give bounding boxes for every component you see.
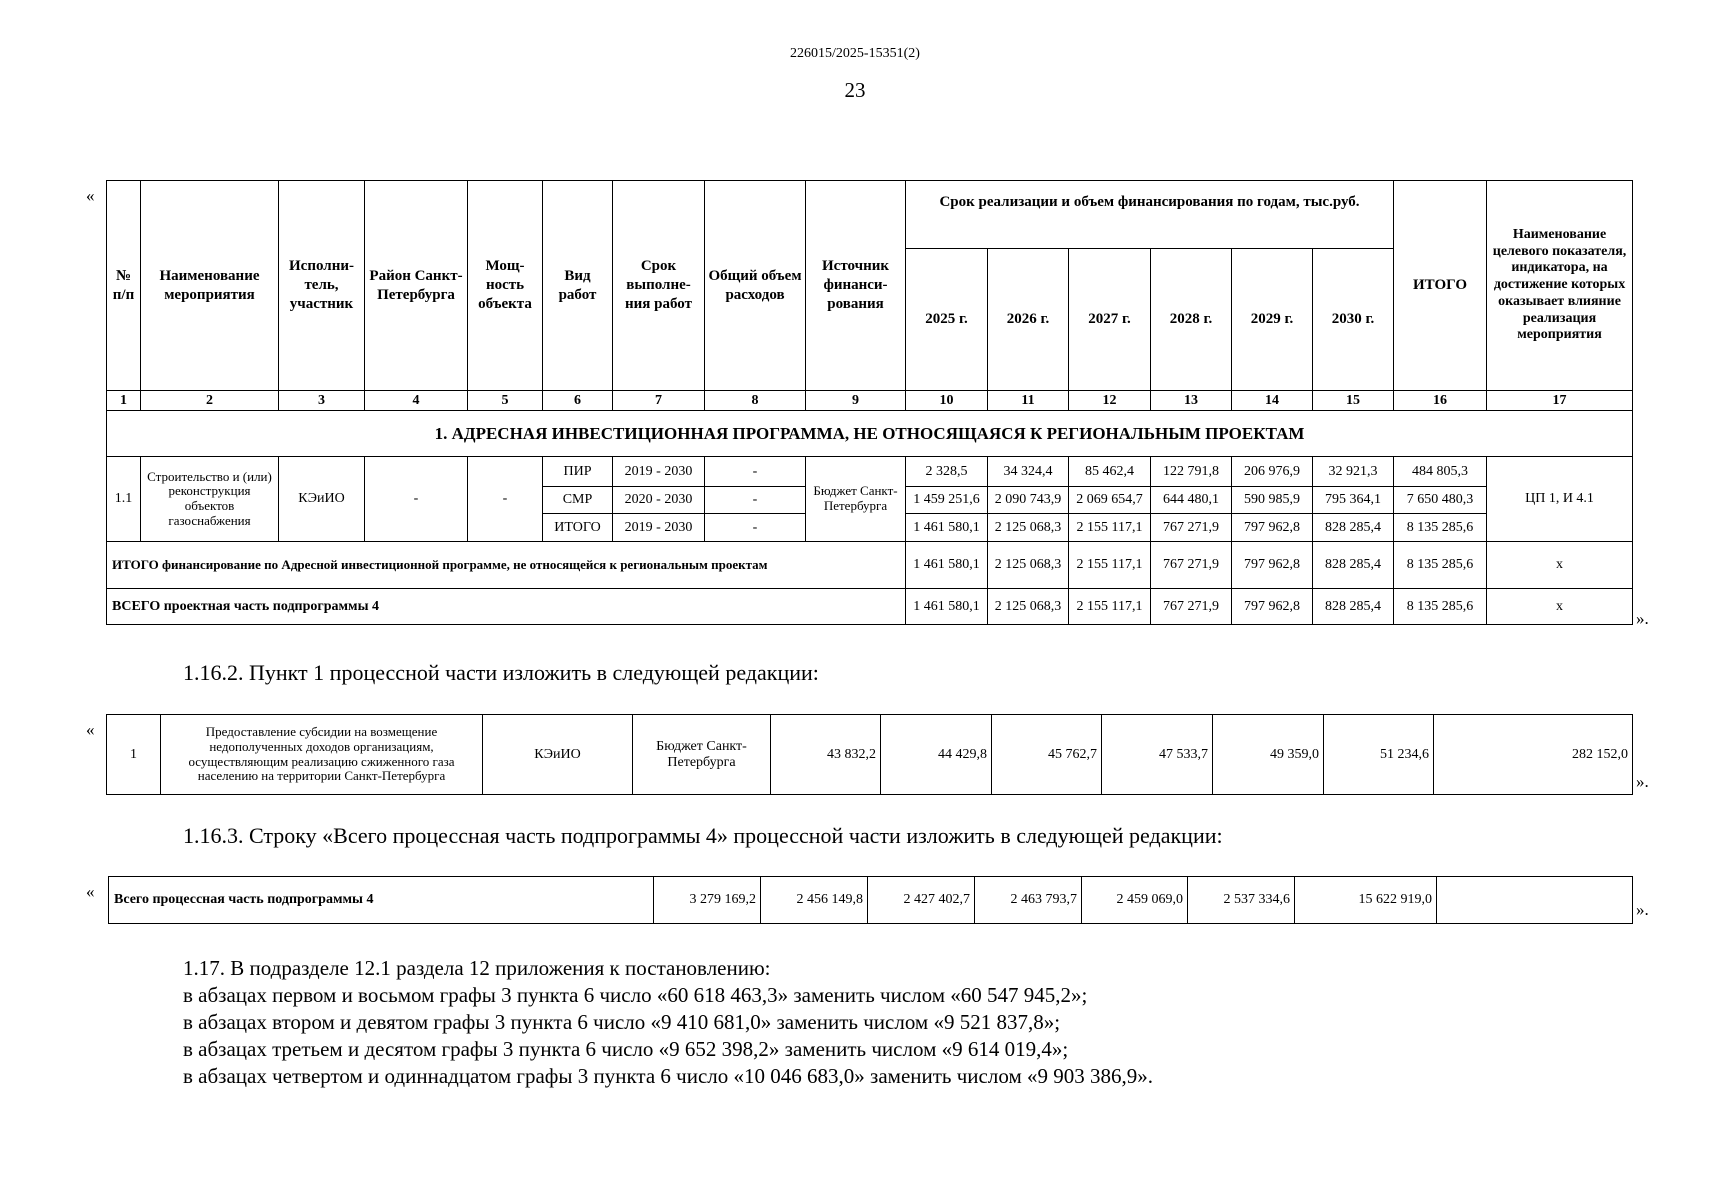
- header-term: Срок выполне-ния работ: [613, 181, 705, 391]
- header-year: 2026 г.: [988, 249, 1069, 391]
- value-cell: 2 125 068,3: [988, 514, 1069, 542]
- column-number: 10: [906, 391, 988, 411]
- item-capacity: -: [468, 457, 543, 542]
- work-term: 2019 - 2030: [613, 514, 705, 542]
- value-cell: 51 234,6: [1324, 715, 1434, 795]
- header-year: 2029 г.: [1232, 249, 1313, 391]
- paragraph-1-16-3: 1.16.3. Строку «Всего процессная часть подпрограммы 4» процессной части изложить в следующей редакции:: [183, 823, 1223, 848]
- value-cell: 590 985,9: [1232, 487, 1313, 514]
- value-cell: 2 328,5: [906, 457, 988, 487]
- open-quote: «: [86, 882, 95, 901]
- work-type: СМР: [543, 487, 613, 514]
- item-district: -: [365, 457, 468, 542]
- work-term: 2019 - 2030: [613, 457, 705, 487]
- value-cell: 47 533,7: [1102, 715, 1213, 795]
- value-cell: 34 324,4: [988, 457, 1069, 487]
- column-number: 16: [1394, 391, 1487, 411]
- table-row: [107, 457, 1633, 487]
- paragraph-1-17-line: в абзацах третьем и десятом графы 3 пункта 6 число «9 652 398,2» заменить числом «9 614 019,4»;: [183, 1037, 1069, 1061]
- total-cell: 8 135 285,6: [1394, 542, 1487, 589]
- paragraph-1-17-line: в абзацах четвертом и одиннадцатом графы 3 пункта 6 число «10 046 683,0» заменить числом «9 903 386,9».: [183, 1064, 1153, 1088]
- header-year: 2028 г.: [1151, 249, 1232, 391]
- work-volume: -: [705, 487, 806, 514]
- item-number: 1.1: [107, 457, 141, 542]
- item-executor: КЭиИО: [279, 457, 365, 542]
- total-cell: 484 805,3: [1394, 457, 1487, 487]
- column-number: 3: [279, 391, 365, 411]
- column-number: 9: [806, 391, 906, 411]
- value-cell: 43 832,2: [771, 715, 881, 795]
- value-cell: 797 962,8: [1232, 589, 1313, 625]
- value-cell: 797 962,8: [1232, 542, 1313, 589]
- value-cell: 767 271,9: [1151, 514, 1232, 542]
- column-number: 14: [1232, 391, 1313, 411]
- row-number: 1: [107, 715, 161, 795]
- header-itogo: ИТОГО: [1394, 181, 1487, 391]
- value-cell: 767 271,9: [1151, 542, 1232, 589]
- value-cell: 44 429,8: [881, 715, 992, 795]
- value-cell: 795 364,1: [1313, 487, 1394, 514]
- column-number: 13: [1151, 391, 1232, 411]
- value-cell: 828 285,4: [1313, 514, 1394, 542]
- value-cell: 2 125 068,3: [988, 542, 1069, 589]
- paragraph-1-17-line: в абзацах втором и девятом графы 3 пункта 6 число «9 410 681,0» заменить числом «9 521 837,8»;: [183, 1010, 1061, 1034]
- item-indicator: ЦП 1, И 4.1: [1487, 457, 1633, 542]
- work-term: 2020 - 2030: [613, 487, 705, 514]
- summary-label: ИТОГО финансирование по Адресной инвестиционной программе, не относящейся к региональным проектам: [107, 542, 906, 589]
- value-cell: 767 271,9: [1151, 589, 1232, 625]
- paragraph-1-17-line: в абзацах первом и восьмом графы 3 пункта 6 число «60 618 463,3» заменить числом «60 547 945,2»;: [183, 983, 1088, 1007]
- row-executor: КЭиИО: [483, 715, 633, 795]
- column-number: 17: [1487, 391, 1633, 411]
- value-cell: 797 962,8: [1232, 514, 1313, 542]
- column-number: 8: [705, 391, 806, 411]
- header-year: 2030 г.: [1313, 249, 1394, 391]
- column-number: 5: [468, 391, 543, 411]
- total-cell: 8 135 285,6: [1394, 589, 1487, 625]
- page-number: 23: [844, 78, 866, 102]
- value-cell: 45 762,7: [992, 715, 1102, 795]
- value-cell: 32 921,3: [1313, 457, 1394, 487]
- empty-cell: [1437, 877, 1633, 924]
- summary-row: [107, 542, 1633, 589]
- total-cell: 8 135 285,6: [1394, 514, 1487, 542]
- investment-program-table: [106, 180, 1633, 625]
- value-cell: 2 427 402,7: [868, 877, 975, 924]
- header-period: Срок реализации и объем финансирования по годам, тыс.руб.: [906, 181, 1394, 249]
- header-year: 2027 г.: [1069, 249, 1151, 391]
- total-cell: 282 152,0: [1434, 715, 1633, 795]
- header-work-type: Вид работ: [543, 181, 613, 391]
- process-total-table: [108, 876, 1633, 924]
- table-row: [109, 877, 1633, 924]
- header-district: Район Санкт-Петербурга: [365, 181, 468, 391]
- header-source: Источник финанси-рования: [806, 181, 906, 391]
- header-indicator: Наименование целевого показателя, индикатора, на достижение которых оказывает влияние реализация мероприятия: [1487, 181, 1633, 391]
- value-cell: 122 791,8: [1151, 457, 1232, 487]
- value-cell: 2 155 117,1: [1069, 514, 1151, 542]
- summary-row: [107, 589, 1633, 625]
- work-volume: -: [705, 457, 806, 487]
- indicator-cell: x: [1487, 542, 1633, 589]
- total-cell: 15 622 919,0: [1295, 877, 1437, 924]
- value-cell: 2 155 117,1: [1069, 589, 1151, 625]
- close-quote: ».: [1636, 772, 1649, 791]
- value-cell: 2 090 743,9: [988, 487, 1069, 514]
- value-cell: 2 069 654,7: [1069, 487, 1151, 514]
- column-number: 6: [543, 391, 613, 411]
- value-cell: 2 456 149,8: [761, 877, 868, 924]
- document-id: 226015/2025-15351(2): [790, 46, 920, 61]
- value-cell: 1 459 251,6: [906, 487, 988, 514]
- item-source: Бюджет Санкт-Петербурга: [806, 457, 906, 542]
- column-number: 15: [1313, 391, 1394, 411]
- row-source: Бюджет Санкт-Петербурга: [633, 715, 771, 795]
- work-volume: -: [705, 514, 806, 542]
- row-name: Предоставление субсидии на возмещение недополученных доходов организациям, осуществляющим реализацию сжиженного газа населению на территории Санкт-Петербурга: [161, 715, 483, 795]
- value-cell: 644 480,1: [1151, 487, 1232, 514]
- value-cell: 828 285,4: [1313, 589, 1394, 625]
- value-cell: 49 359,0: [1213, 715, 1324, 795]
- header-total-volume: Общий объем расходов: [705, 181, 806, 391]
- open-quote: «: [86, 720, 95, 739]
- row-label: Всего процессная часть подпрограммы 4: [109, 877, 654, 924]
- value-cell: 1 461 580,1: [906, 589, 988, 625]
- work-type: ПИР: [543, 457, 613, 487]
- close-quote: ».: [1636, 900, 1649, 919]
- column-number: 4: [365, 391, 468, 411]
- work-type: ИТОГО: [543, 514, 613, 542]
- summary-label: ВСЕГО проектная часть подпрограммы 4: [107, 589, 906, 625]
- table-row: [107, 715, 1633, 795]
- paragraph-1-16-2: 1.16.2. Пункт 1 процессной части изложить в следующей редакции:: [183, 660, 819, 685]
- header-num: № п/п: [107, 181, 141, 391]
- open-quote: «: [86, 186, 95, 205]
- header-executor: Исполни-тель, участник: [279, 181, 365, 391]
- column-number: 1: [107, 391, 141, 411]
- header-name: Наименование мероприятия: [141, 181, 279, 391]
- item-name: Строительство и (или) реконструкция объектов газоснабжения: [141, 457, 279, 542]
- value-cell: 2 459 069,0: [1082, 877, 1188, 924]
- process-part-table: [106, 714, 1633, 795]
- value-cell: 206 976,9: [1232, 457, 1313, 487]
- header-capacity: Мощ-ность объекта: [468, 181, 543, 391]
- value-cell: 3 279 169,2: [654, 877, 761, 924]
- value-cell: 2 463 793,7: [975, 877, 1082, 924]
- section-title: 1. АДРЕСНАЯ ИНВЕСТИЦИОННАЯ ПРОГРАММА, НЕ ОТНОСЯЩАЯСЯ К РЕГИОНАЛЬНЫМ ПРОЕКТАМ: [107, 411, 1633, 457]
- value-cell: 2 155 117,1: [1069, 542, 1151, 589]
- close-quote: ».: [1636, 609, 1649, 628]
- column-number: 11: [988, 391, 1069, 411]
- value-cell: 2 125 068,3: [988, 589, 1069, 625]
- total-cell: 7 650 480,3: [1394, 487, 1487, 514]
- value-cell: 1 461 580,1: [906, 514, 988, 542]
- value-cell: 85 462,4: [1069, 457, 1151, 487]
- column-number: 7: [613, 391, 705, 411]
- header-year: 2025 г.: [906, 249, 988, 391]
- paragraph-1-17-line: 1.17. В подразделе 12.1 раздела 12 приложения к постановлению:: [183, 956, 771, 980]
- indicator-cell: x: [1487, 589, 1633, 625]
- value-cell: 1 461 580,1: [906, 542, 988, 589]
- column-number: 12: [1069, 391, 1151, 411]
- column-number: 2: [141, 391, 279, 411]
- value-cell: 828 285,4: [1313, 542, 1394, 589]
- value-cell: 2 537 334,6: [1188, 877, 1295, 924]
